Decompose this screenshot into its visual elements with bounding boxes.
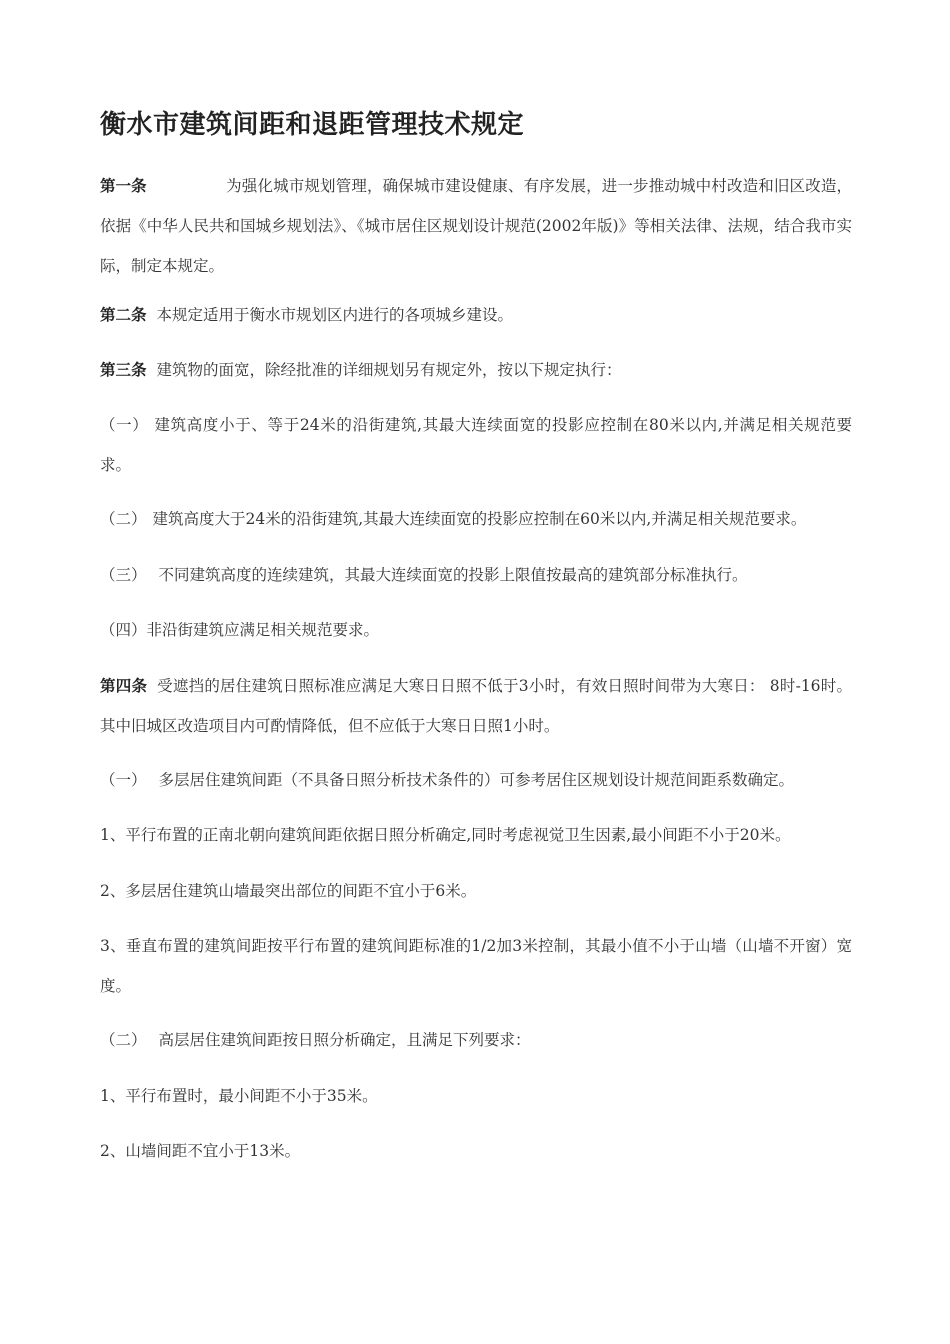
article-3-item-1 — [100, 405, 852, 485]
article-4-section-1-point-2: 2、多层居住建筑山墙最突出部位的间距不宜小于6米。 — [100, 882, 477, 900]
article-3-text: 建筑物的面宽，除经批准的详细规划另有规定外，按以下规定执行： — [156, 361, 622, 379]
item-marker: （一） — [100, 416, 149, 434]
article-4-section-1-point-3: 3、垂直布置的建筑间距按平行布置的建筑间距标准的1/2加3米控制，其最小值不小于山墙（山墙不开窗）宽度。 — [100, 937, 852, 995]
article-4-section-2 — [100, 1020, 852, 1060]
section-marker: （一） — [100, 771, 147, 789]
article-1 — [100, 166, 852, 286]
article-3-item-4 — [100, 610, 852, 650]
item-text: 建筑高度小于、等于24米的沿街建筑,其最大连续面宽的投影应控制在80米以内,并满足相关规范要求。 — [100, 416, 852, 474]
article-2-label: 第二条 — [100, 305, 147, 324]
section-marker: （二） — [100, 1031, 147, 1049]
article-3-label: 第三条 — [100, 360, 147, 379]
article-3-item-2 — [100, 499, 852, 539]
article-4-text: 受遮挡的居住建筑日照标准应满足大寒日日照不低于3小时，有效日照时间带为大寒日： 8时-16时。其中旧城区改造项目内可酌情降低，但不应低于大寒日日照1小时。 — [100, 677, 852, 735]
article-4-section-1 — [100, 760, 852, 800]
article-4-section-2-point-1: 1、平行布置时，最小间距不小于35米。 — [100, 1087, 378, 1105]
article-4-section-1-point-1: 1、平行布置的正南北朝向建筑间距依据日照分析确定,同时考虑视觉卫生因素,最小间距不小于20米。 — [100, 826, 791, 844]
item-text: 不同建筑高度的连续建筑，其最大连续面宽的投影上限值按最高的建筑部分标准执行。 — [158, 566, 748, 584]
article-4-section-2-point-2: 2、山墙间距不宜小于13米。 — [100, 1142, 301, 1160]
item-marker: （二） — [100, 510, 147, 528]
section-text: 高层居住建筑间距按日照分析确定，且满足下列要求： — [158, 1031, 531, 1049]
article-2 — [100, 295, 852, 335]
item-text: 建筑高度大于24米的沿街建筑,其最大连续面宽的投影应控制在60米以内,并满足相关规范要求。 — [152, 510, 807, 528]
article-1-label: 第一条 — [100, 176, 147, 195]
article-4-label: 第四条 — [100, 676, 148, 695]
article-2-text: 本规定适用于衡水市规划区内进行的各项城乡建设。 — [156, 306, 514, 324]
section-text: 多层居住建筑间距（不具备日照分析技术条件的）可参考居住区规划设计规范间距系数确定。 — [158, 771, 795, 789]
item-text: 非沿街建筑应满足相关规范要求。 — [146, 621, 380, 639]
item-marker: （三） — [100, 566, 147, 584]
article-3 — [100, 350, 852, 390]
article-3-item-3 — [100, 555, 852, 595]
article-1-text: 为强化城市规划管理，确保城市建设健康、有序发展，进一步推动城中村改造和旧区改造，依据《中华人民共和国城乡规划法》、《城市居住区规划设计规范(2002年版)》等相关法律、法规，结合我市实际，制定本规定。 — [100, 177, 852, 275]
article-4 — [100, 666, 852, 746]
item-marker: （四） — [100, 621, 147, 639]
document-title: 衡水市建筑间距和退距管理技术规定 — [100, 110, 525, 140]
